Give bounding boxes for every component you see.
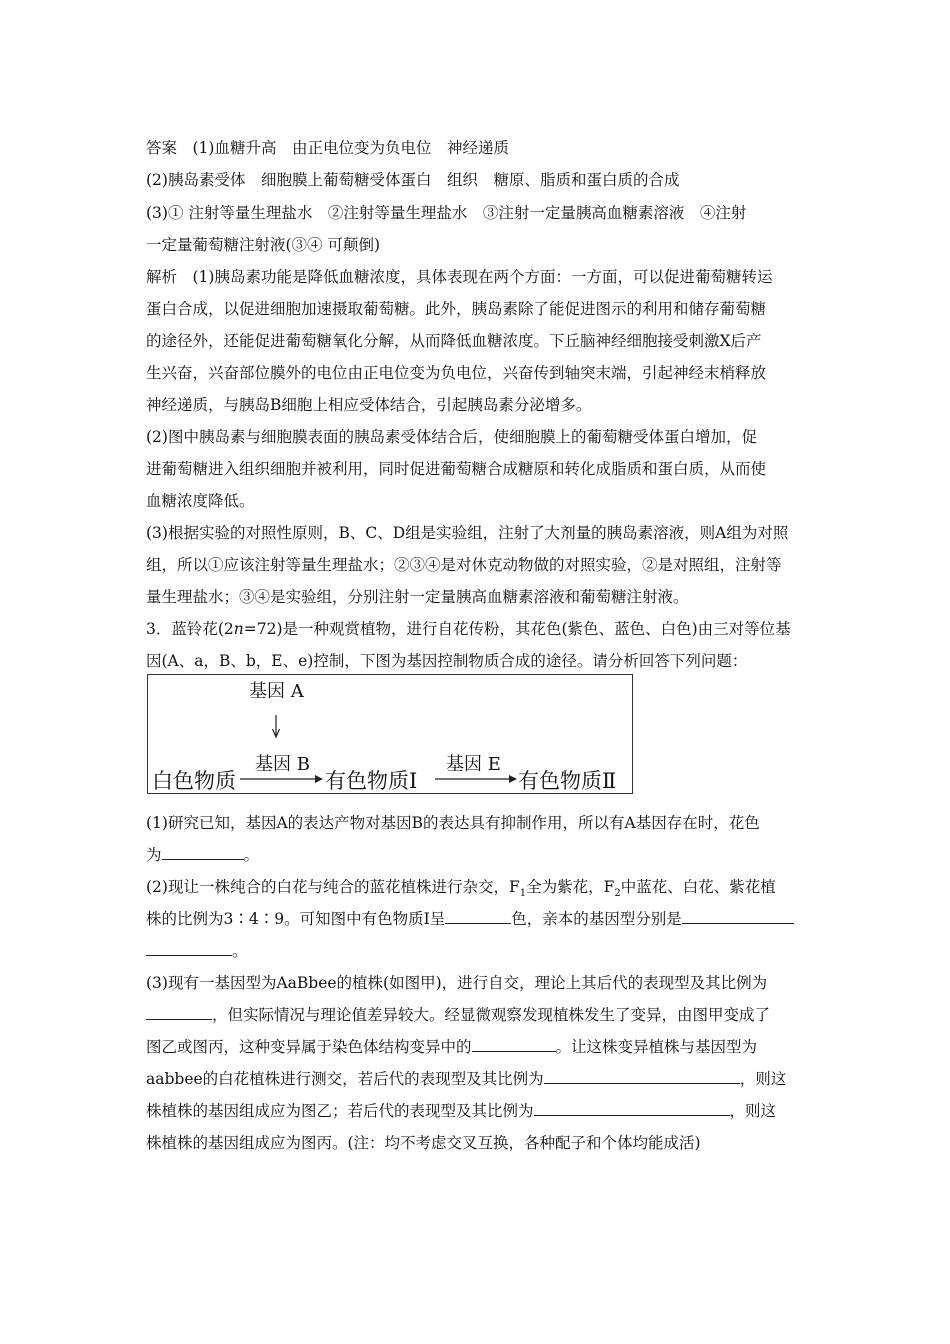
question3-intro-line-2: 因(A、a，B、b，E、e)控制，下图为基因控制物质合成的途径。请分析回答下列问题： xyxy=(146,652,748,670)
q3-line-1: (3)现有一基因型为AaBbee的植株(如图甲)，进行自交，理论上其后代的表现型及其比例为 xyxy=(146,974,768,992)
answer-line-3: (3)① 注射等量生理盐水 ②注射等量生理盐水 ③注射一定量胰高血糖素溶液 ④注射 xyxy=(146,204,747,222)
analysis-p1-line-1: 解析 (1)胰岛素功能是降低血糖浓度，具体表现在两个方面：一方面，可以促进葡萄糖转运 xyxy=(146,268,773,286)
analysis-p3-line-3: 量生理盐水；③④是实验组，分别注射一定量胰高血糖素溶液和葡萄糖注射液。 xyxy=(146,588,689,606)
analysis-p1-line-4: 生兴奋，兴奋部位膜外的电位由正电位变为负电位，兴奋传到轴突末端，引起神经末梢释放 xyxy=(146,364,767,382)
answer-blank[interactable] xyxy=(146,1005,212,1020)
answer-blank[interactable] xyxy=(445,909,511,924)
analysis-p1-line-5: 神经递质，与胰岛B细胞上相应受体结合，引起胰岛素分泌增多。 xyxy=(146,396,592,414)
italic-n: n xyxy=(233,620,244,638)
q2-line-3: 。 xyxy=(146,940,811,962)
answer-blank[interactable] xyxy=(544,1069,740,1084)
q2-line-1: (2)现让一株纯合的白花与纯合的蓝花植株进行杂交，$F_1$全为紫花，$F_2$中蓝花、白花、紫花植 xyxy=(146,878,776,900)
q3-line-3: 图乙或图丙，这种变异属于染色体结构变异中的 。让这株变异植株与基因型为 xyxy=(146,1038,758,1056)
answer-blank[interactable] xyxy=(534,1101,730,1116)
arrow-right-icon xyxy=(240,775,323,783)
q1-line-1: (1)研究已知，基因A的表达产物对基因B的表达具有抑制作用，所以有A基因存在时，花色 xyxy=(146,814,760,832)
arrow-right-icon xyxy=(435,775,517,783)
analysis-p2-line-2: 进葡萄糖进入组织细胞并被利用，同时促进葡萄糖合成糖原和转化成脂质和蛋白质，从而使 xyxy=(146,460,767,478)
answer-line-4: 一定量葡萄糖注射液(③④ 可颠倒) xyxy=(146,236,381,254)
q3-line-4: aabbee的白花植株进行测交，若后代的表现型及其比例为 ，则这 xyxy=(146,1070,787,1088)
answer-blank[interactable] xyxy=(472,1037,556,1052)
answer-blank[interactable] xyxy=(682,909,794,924)
white-substance-label: 白色物质 xyxy=(152,769,236,793)
question3-intro-line-1: 3．蓝铃花(2n=72)是一种观赏植物，进行自花传粉，其花色(紫色、蓝色、白色)由三对等位基 xyxy=(146,620,791,638)
analysis-p2-line-1: (2)图中胰岛素与细胞膜表面的胰岛素受体结合后，使细胞膜上的葡萄糖受体蛋白增加，促 xyxy=(146,428,757,446)
colored-substance-1-label: 有色物质Ⅰ xyxy=(325,769,418,793)
answer-blank[interactable] xyxy=(146,941,232,956)
analysis-p1-line-3: 的途径外，还能促进葡萄糖氧化分解，从而降低血糖浓度。下丘脑神经细胞接受刺激X后产 xyxy=(146,332,762,350)
answer-line-1: 答案 (1)血糖升高 由正电位变为负电位 神经递质 xyxy=(146,139,509,157)
gene-e-label: 基因 E xyxy=(446,754,501,775)
analysis-p3-line-2: 组，所以①应该注射等量生理盐水；②③④是对休克动物做的对照实验，②是对照组，注射等 xyxy=(146,556,782,574)
q3-line-2: ，但实际情况与理论值差异较大。经显微观察发现植株发生了变异，由图甲变成了 xyxy=(146,1004,811,1026)
q1-line-2: 为 。 xyxy=(146,846,260,864)
analysis-p2-line-3: 血糖浓度降低。 xyxy=(146,492,255,510)
analysis-p1-line-2: 蛋白合成，以促进细胞加速摄取葡萄糖。此外，胰岛素除了能促进图示的利用和储存葡萄糖 xyxy=(146,300,767,318)
answer-blank[interactable] xyxy=(162,845,244,860)
answer-line-2: (2)胰岛素受体 细胞膜上葡萄糖受体蛋白 组织 糖原、脂质和蛋白质的合成 xyxy=(146,171,680,189)
gene-pathway-diagram xyxy=(147,674,633,794)
arrow-down-icon xyxy=(273,715,280,737)
colored-substance-2-label: 有色物质Ⅱ xyxy=(518,769,617,793)
q2-line-2: 株的比例为3∶4∶9。可知图中有色物质Ⅰ呈 色，亲本的基因型分别是 xyxy=(146,908,811,930)
q3-line-6: 株植株的基因组成应为图丙。(注：均不考虑交叉互换，各种配子和个体均能成活) xyxy=(146,1134,701,1152)
gene-a-label: 基因 A xyxy=(249,681,304,702)
gene-b-label: 基因 B xyxy=(255,754,310,775)
q3-line-5: 株植株的基因组成应为图乙；若后代的表现型及其比例为 ，则这 xyxy=(146,1102,777,1120)
analysis-p3-line-1: (3)根据实验的对照性原则，B、C、D组是实验组，注射了大剂量的胰岛素溶液，则A组为对照 xyxy=(146,524,789,542)
